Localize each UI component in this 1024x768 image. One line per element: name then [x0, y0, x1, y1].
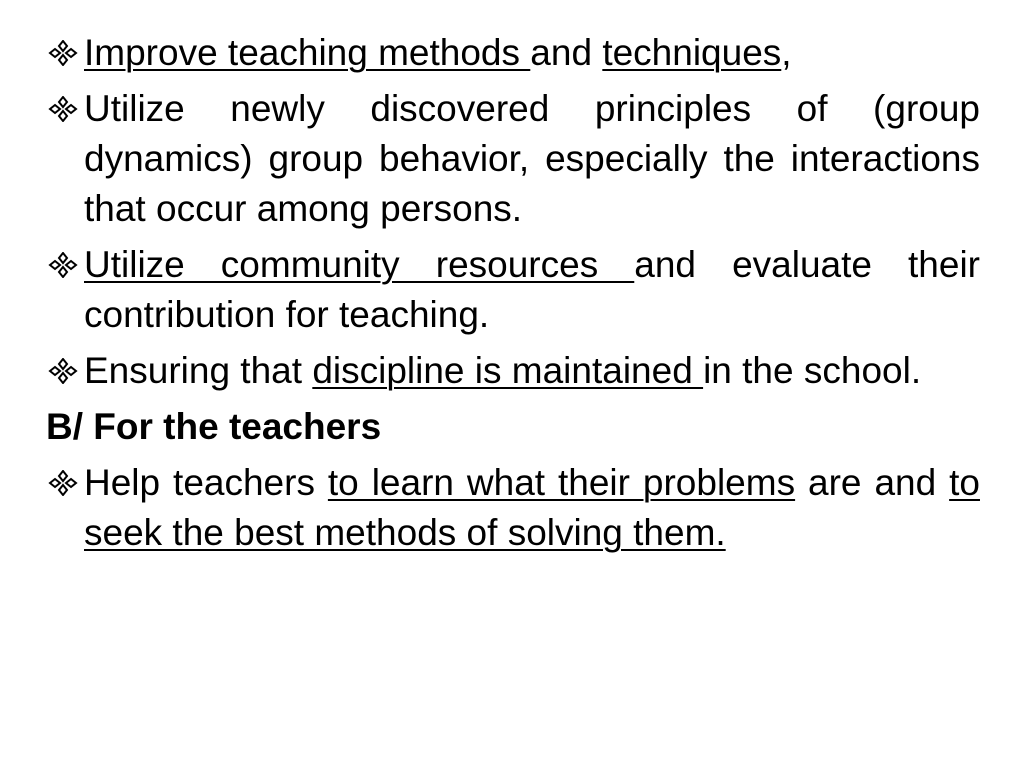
bullet-item-3 [46, 346, 980, 396]
bullet-item-2 [46, 240, 980, 340]
underlined-text: discipline is maintained [312, 350, 704, 391]
bullet-list [46, 28, 980, 396]
bullet-item-0 [46, 28, 980, 78]
underlined-text: Utilize community resources [84, 244, 635, 285]
diamond-bullet-icon [46, 40, 80, 66]
slide-content [46, 28, 980, 564]
underlined-text: Improve teaching methods [84, 32, 531, 73]
diamond-bullet-icon [46, 96, 80, 122]
teacher-bullet-list [46, 458, 980, 558]
bullet-text: Utilize newly discovered principles of (group dynamics) group behavior, especially the interactions that occur among persons. [84, 88, 980, 229]
underlined-text: to learn what their problems [327, 462, 796, 503]
diamond-bullet-icon [46, 470, 80, 496]
bullet-text: , [781, 32, 792, 73]
bullet-text: and [530, 32, 603, 73]
bullet-text: are and [795, 462, 950, 503]
bullet-item-1 [46, 84, 980, 234]
diamond-bullet-icon [46, 252, 80, 278]
bullet-text: and evaluate their contribution for teaching. [84, 244, 980, 335]
underlined-text: techniques [602, 32, 782, 73]
section-heading: B/ For the teachers [46, 406, 382, 447]
bullet-text: Help teachers [84, 462, 328, 503]
teacher-bullet-item-0 [46, 458, 980, 558]
bullet-text: Ensuring that [84, 350, 313, 391]
underlined-text: to seek the best methods of solving them. [84, 462, 980, 553]
bullet-text: in the school. [703, 350, 922, 391]
diamond-bullet-icon [46, 358, 80, 384]
